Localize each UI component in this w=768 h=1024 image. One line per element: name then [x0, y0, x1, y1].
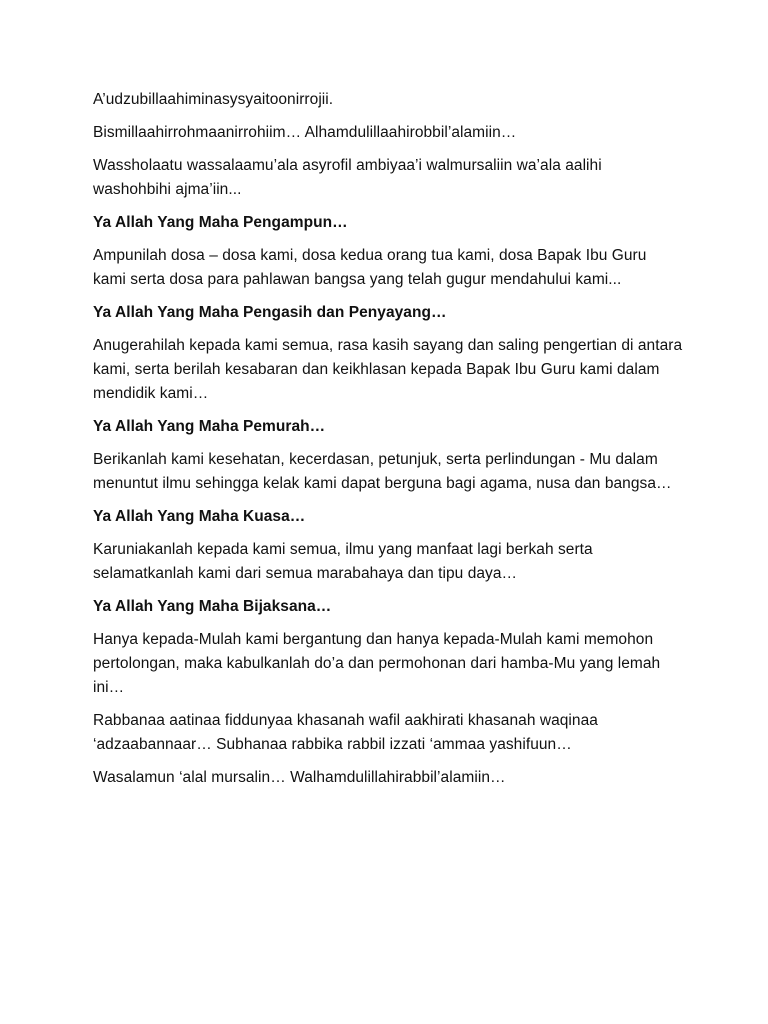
- document-body: [93, 88, 683, 799]
- paragraph-berikanlah: Berikanlah kami kesehatan, kecerdasan, petunjuk, serta perlindungan - Mu dalam menuntut ilmu sehingga kelak kami dapat berguna bagi agama, nusa dan bangsa…: [93, 451, 672, 492]
- paragraph-ampunilah: Ampunilah dosa – dosa kami, dosa kedua orang tua kami, dosa Bapak Ibu Guru kami serta dosa para pahlawan bangsa yang telah gugur mendahului kami...: [93, 247, 647, 288]
- paragraph-basmalah: Bismillaahirrohmaanirrohiim… Alhamdulillaahirobbil’alamiin…: [93, 124, 517, 141]
- paragraph-rabbanaa: Rabbanaa aatinaa fiddunyaa khasanah wafil aakhirati khasanah waqinaa ‘adzaabannaar… Subhanaa rabbika rabbil izzati ‘ammaa yashifuun…: [93, 712, 598, 753]
- paragraph-sholawat: Wassholaatu wassalaamu’ala asyrofil ambiyaa’i walmursaliin wa’ala aalihi washohbihi ajma’iin...: [93, 157, 602, 198]
- paragraph-hanya-kepada: Hanya kepada-Mulah kami bergantung dan hanya kepada-Mulah kami memohon pertolongan, maka kabulkanlah do’a dan permohonan dari hamba-Mu yang lemah ini…: [93, 631, 661, 696]
- paragraph-karuniakanlah: Karuniakanlah kepada kami semua, ilmu yang manfaat lagi berkah serta selamatkanlah kami dari semua marabahaya dan tipu daya…: [93, 541, 593, 582]
- heading-pemurah: Ya Allah Yang Maha Pemurah…: [93, 418, 326, 435]
- paragraph-taawudz: A’udzubillaahiminasysyaitoonirrojii.: [93, 91, 334, 108]
- heading-bijaksana: Ya Allah Yang Maha Bijaksana…: [93, 598, 332, 615]
- heading-kuasa: Ya Allah Yang Maha Kuasa…: [93, 508, 306, 525]
- paragraph-anugerahilah: Anugerahilah kepada kami semua, rasa kasih sayang dan saling pengertian di antara kami, serta berilah kesabaran dan keikhlasan kepada Bapak Ibu Guru kami dalam mendidik kami…: [93, 337, 683, 402]
- heading-pengasih: Ya Allah Yang Maha Pengasih dan Penyayang…: [93, 304, 447, 321]
- heading-pengampun: Ya Allah Yang Maha Pengampun…: [93, 214, 348, 231]
- paragraph-penutup: Wasalamun ‘alal mursalin… Walhamdulillahirabbil’alamiin…: [93, 769, 506, 786]
